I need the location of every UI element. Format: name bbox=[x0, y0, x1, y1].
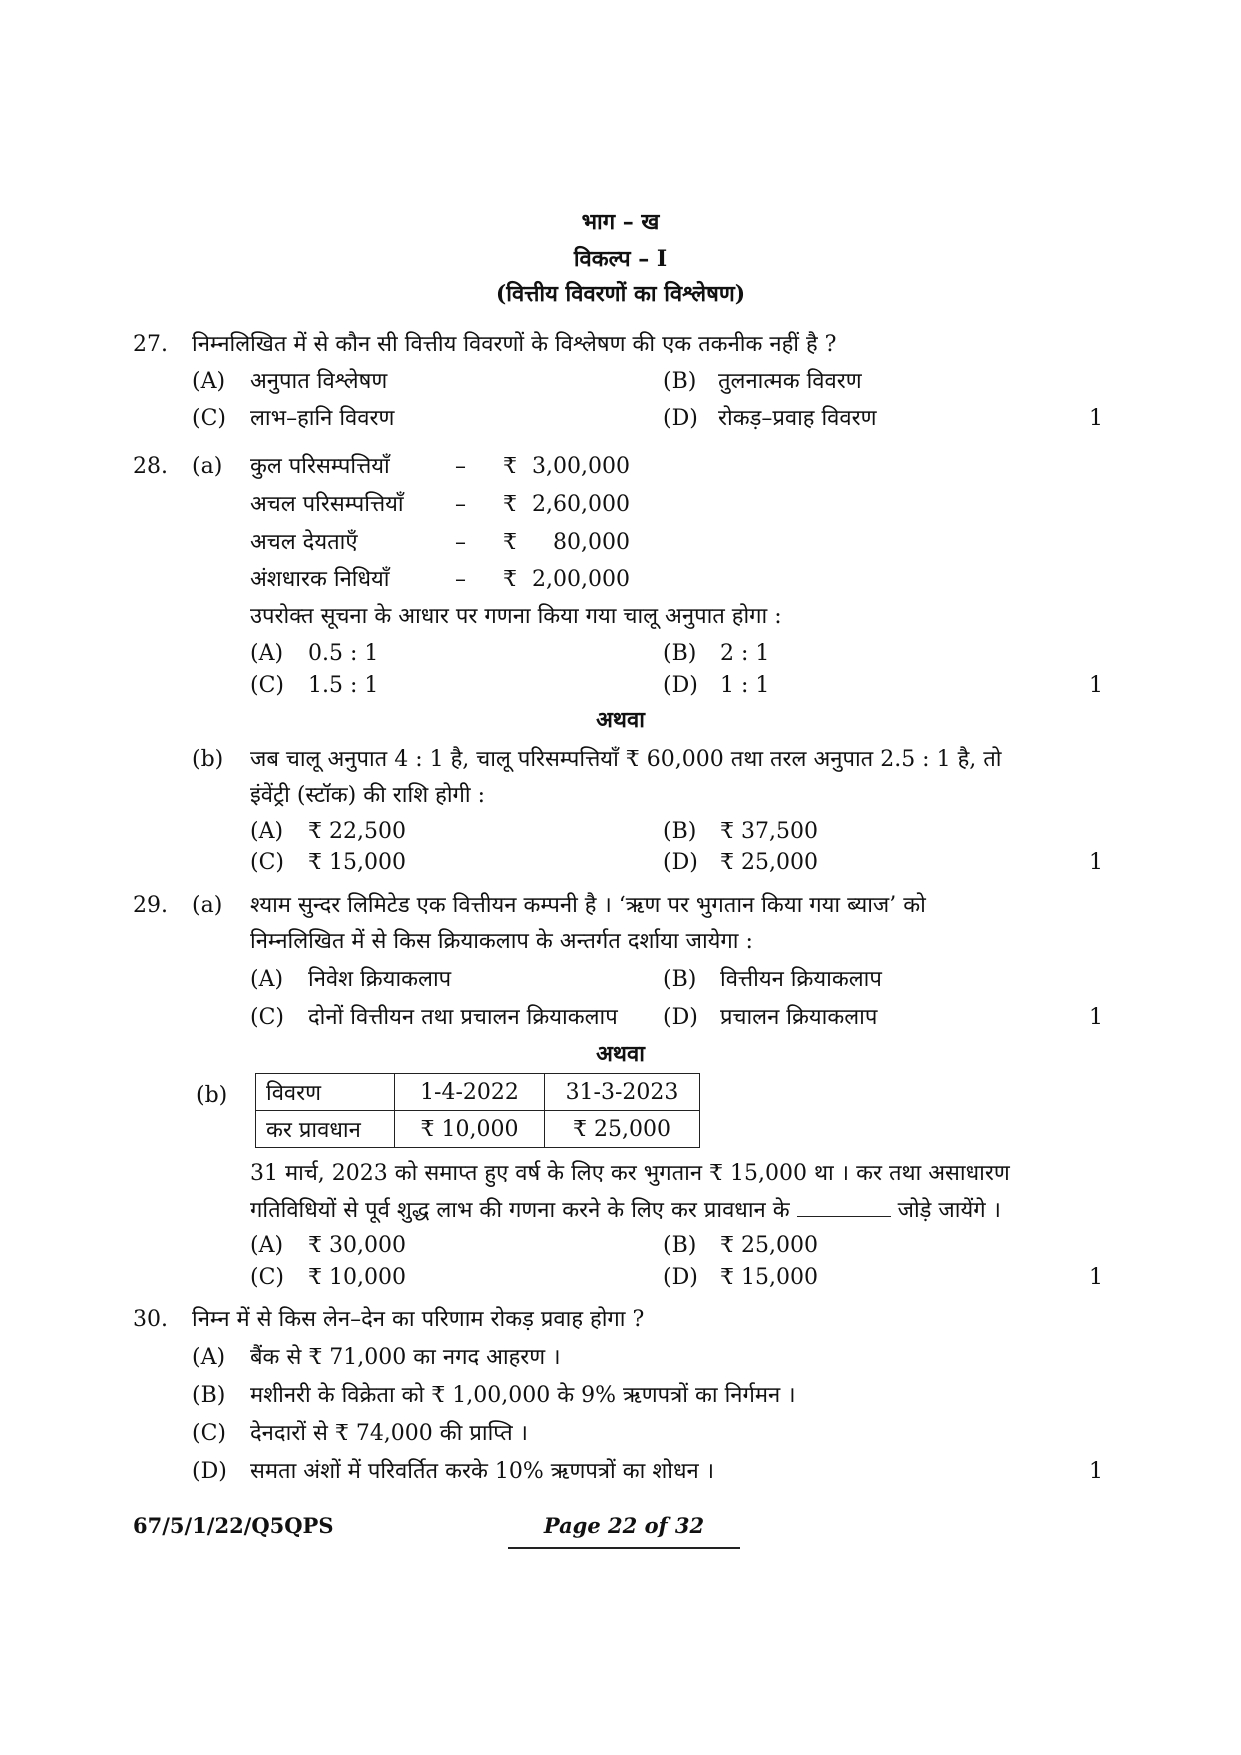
option-text: ₹ 10,000 bbox=[308, 1265, 406, 1290]
option-text: ₹ 15,000 bbox=[308, 850, 406, 875]
option-key: (A) bbox=[250, 967, 284, 992]
question-number: 29. bbox=[133, 893, 168, 918]
question-number: 30. bbox=[133, 1307, 168, 1332]
rupee-symbol: ₹ bbox=[503, 454, 517, 479]
rupee-symbol: ₹ bbox=[503, 492, 517, 517]
item-dash: – bbox=[455, 530, 466, 555]
table-header-cell: विवरण bbox=[256, 1074, 395, 1111]
option-key: (B) bbox=[663, 1233, 697, 1258]
item-amount: 3,00,000 bbox=[532, 454, 630, 479]
option-text: ₹ 37,500 bbox=[720, 819, 818, 844]
section-option-heading: विकल्प – I bbox=[573, 246, 668, 272]
item-label: अचल परिसम्पत्तियाँ bbox=[250, 492, 404, 517]
section-part-heading: भाग – ख bbox=[581, 209, 660, 235]
marks: 1 bbox=[1089, 673, 1103, 698]
option-text: ₹ 15,000 bbox=[720, 1265, 818, 1290]
option-key: (C) bbox=[250, 850, 284, 875]
option-key: (D) bbox=[663, 850, 698, 875]
marks: 1 bbox=[1089, 1265, 1103, 1290]
option-key: (A) bbox=[250, 819, 284, 844]
option-text: तुलनात्मक विवरण bbox=[718, 369, 862, 394]
item-label: अचल देयताएँ bbox=[250, 530, 358, 555]
table-header-cell: 31-3-2023 bbox=[545, 1074, 700, 1111]
option-text: ₹ 25,000 bbox=[720, 850, 818, 875]
page-number-underline bbox=[508, 1547, 740, 1549]
question-text: इंवेंट्री (स्टॉक) की राशि होगी : bbox=[250, 783, 486, 808]
option-key: (A) bbox=[250, 641, 284, 666]
option-text: रोकड़–प्रवाह विवरण bbox=[718, 406, 877, 431]
or-divider: अथवा bbox=[596, 1041, 645, 1067]
option-key: (B) bbox=[663, 369, 697, 394]
table-header-row bbox=[256, 1074, 700, 1111]
item-amount: 2,00,000 bbox=[532, 567, 630, 592]
option-text: ₹ 25,000 bbox=[720, 1233, 818, 1258]
option-key: (B) bbox=[192, 1383, 226, 1408]
option-key: (D) bbox=[663, 1005, 698, 1030]
page-number: Page 22 of 32 bbox=[543, 1513, 705, 1538]
option-key: (A) bbox=[192, 369, 226, 394]
option-key: (C) bbox=[250, 1005, 284, 1030]
question-text: गतिविधियों से पूर्व शुद्ध लाभ की गणना करने के लिए कर प्रावधान के bbox=[250, 1198, 790, 1223]
option-key: (C) bbox=[192, 1421, 226, 1446]
table-row bbox=[256, 1111, 700, 1148]
table-cell: ₹ 25,000 bbox=[545, 1111, 700, 1148]
option-text: मशीनरी के विक्रेता को ₹ 1,00,000 के 9% ऋणपत्रों का निर्गमन । bbox=[250, 1383, 796, 1408]
option-key: (C) bbox=[250, 1265, 284, 1290]
item-amount: 2,60,000 bbox=[532, 492, 630, 517]
option-text: निवेश क्रियाकलाप bbox=[308, 967, 452, 992]
option-text: देनदारों से ₹ 74,000 की प्राप्ति । bbox=[250, 1421, 528, 1446]
option-key: (B) bbox=[663, 819, 697, 844]
option-key: (C) bbox=[250, 673, 284, 698]
option-text: बैंक से ₹ 71,000 का नगद आहरण । bbox=[250, 1345, 561, 1370]
option-text: ₹ 22,500 bbox=[308, 819, 406, 844]
option-key: (D) bbox=[663, 1265, 698, 1290]
question-text: निम्न में से किस लेन–देन का परिणाम रोकड़ प्रवाह होगा ? bbox=[192, 1307, 645, 1332]
question-text: श्याम सुन्दर लिमिटेड एक वित्तीयन कम्पनी है । ‘ऋण पर भुगतान किया गया ब्याज’ को bbox=[250, 893, 926, 918]
fill-blank bbox=[797, 1196, 891, 1217]
item-dash: – bbox=[455, 492, 466, 517]
question-number: 28. bbox=[133, 454, 168, 479]
option-text: 1 : 1 bbox=[720, 673, 770, 698]
question-text: जोड़े जायेंगे । bbox=[897, 1198, 1001, 1223]
item-amount: 80,000 bbox=[553, 530, 630, 555]
item-label: अंशधारक निधियाँ bbox=[250, 567, 390, 592]
section-topic-heading: (वित्तीय विवरणों का विश्लेषण) bbox=[495, 281, 746, 307]
option-key: (B) bbox=[663, 967, 697, 992]
option-text: समता अंशों में परिवर्तित करके 10% ऋणपत्रों का शोधन । bbox=[250, 1459, 715, 1484]
marks: 1 bbox=[1089, 1005, 1103, 1030]
option-key: (A) bbox=[250, 1233, 284, 1258]
option-key: (D) bbox=[663, 673, 698, 698]
question-number: 27. bbox=[133, 332, 168, 357]
table-cell: कर प्रावधान bbox=[256, 1111, 395, 1148]
option-text: ₹ 30,000 bbox=[308, 1233, 406, 1258]
sub-label: (a) bbox=[192, 454, 223, 479]
option-key: (D) bbox=[192, 1459, 227, 1484]
option-key: (A) bbox=[192, 1345, 226, 1370]
rupee-symbol: ₹ bbox=[503, 530, 517, 555]
question-text: उपरोक्त सूचना के आधार पर गणना किया गया चालू अनुपात होगा : bbox=[250, 604, 782, 629]
question-text: 31 मार्च, 2023 को समाप्त हुए वर्ष के लिए कर भुगतान ₹ 15,000 था । कर तथा असाधारण bbox=[250, 1161, 1010, 1186]
option-text: अनुपात विश्लेषण bbox=[250, 369, 388, 394]
rupee-symbol: ₹ bbox=[503, 567, 517, 592]
sub-label: (a) bbox=[192, 893, 223, 918]
option-key: (C) bbox=[192, 406, 226, 431]
option-text: 1.5 : 1 bbox=[308, 673, 379, 698]
item-label: कुल परिसम्पत्तियाँ bbox=[250, 454, 390, 479]
paper-code: 67/5/1/22/Q5QPS bbox=[133, 1513, 334, 1538]
option-text: वित्तीयन क्रियाकलाप bbox=[720, 967, 882, 992]
option-key: (D) bbox=[663, 406, 698, 431]
sub-label: (b) bbox=[192, 747, 224, 772]
marks: 1 bbox=[1089, 1459, 1103, 1484]
or-divider: अथवा bbox=[596, 707, 645, 733]
table-cell: ₹ 10,000 bbox=[395, 1111, 545, 1148]
option-text: दोनों वित्तीयन तथा प्रचालन क्रियाकलाप bbox=[308, 1005, 618, 1030]
item-dash: – bbox=[455, 567, 466, 592]
sub-label: (b) bbox=[196, 1083, 228, 1108]
question-text: निम्नलिखित में से कौन सी वित्तीय विवरणों के विश्लेषण की एक तकनीक नहीं है ? bbox=[192, 332, 837, 357]
table-header-cell: 1-4-2022 bbox=[395, 1074, 545, 1111]
question-text: निम्नलिखित में से किस क्रियाकलाप के अन्तर्गत दर्शाया जायेगा : bbox=[250, 929, 753, 954]
option-text: 0.5 : 1 bbox=[308, 641, 379, 666]
option-text: प्रचालन क्रियाकलाप bbox=[720, 1005, 878, 1030]
marks: 1 bbox=[1089, 406, 1103, 431]
option-text: 2 : 1 bbox=[720, 641, 770, 666]
marks: 1 bbox=[1089, 850, 1103, 875]
option-text: लाभ–हानि विवरण bbox=[250, 406, 395, 431]
question-text: जब चालू अनुपात 4 : 1 है, चालू परिसम्पत्तियाँ ₹ 60,000 तथा तरल अनुपात 2.5 : 1 है, तो bbox=[250, 747, 1002, 772]
tax-provision-table bbox=[255, 1073, 700, 1148]
option-key: (B) bbox=[663, 641, 697, 666]
question-text-line bbox=[250, 1196, 1001, 1225]
item-dash: – bbox=[455, 454, 466, 479]
